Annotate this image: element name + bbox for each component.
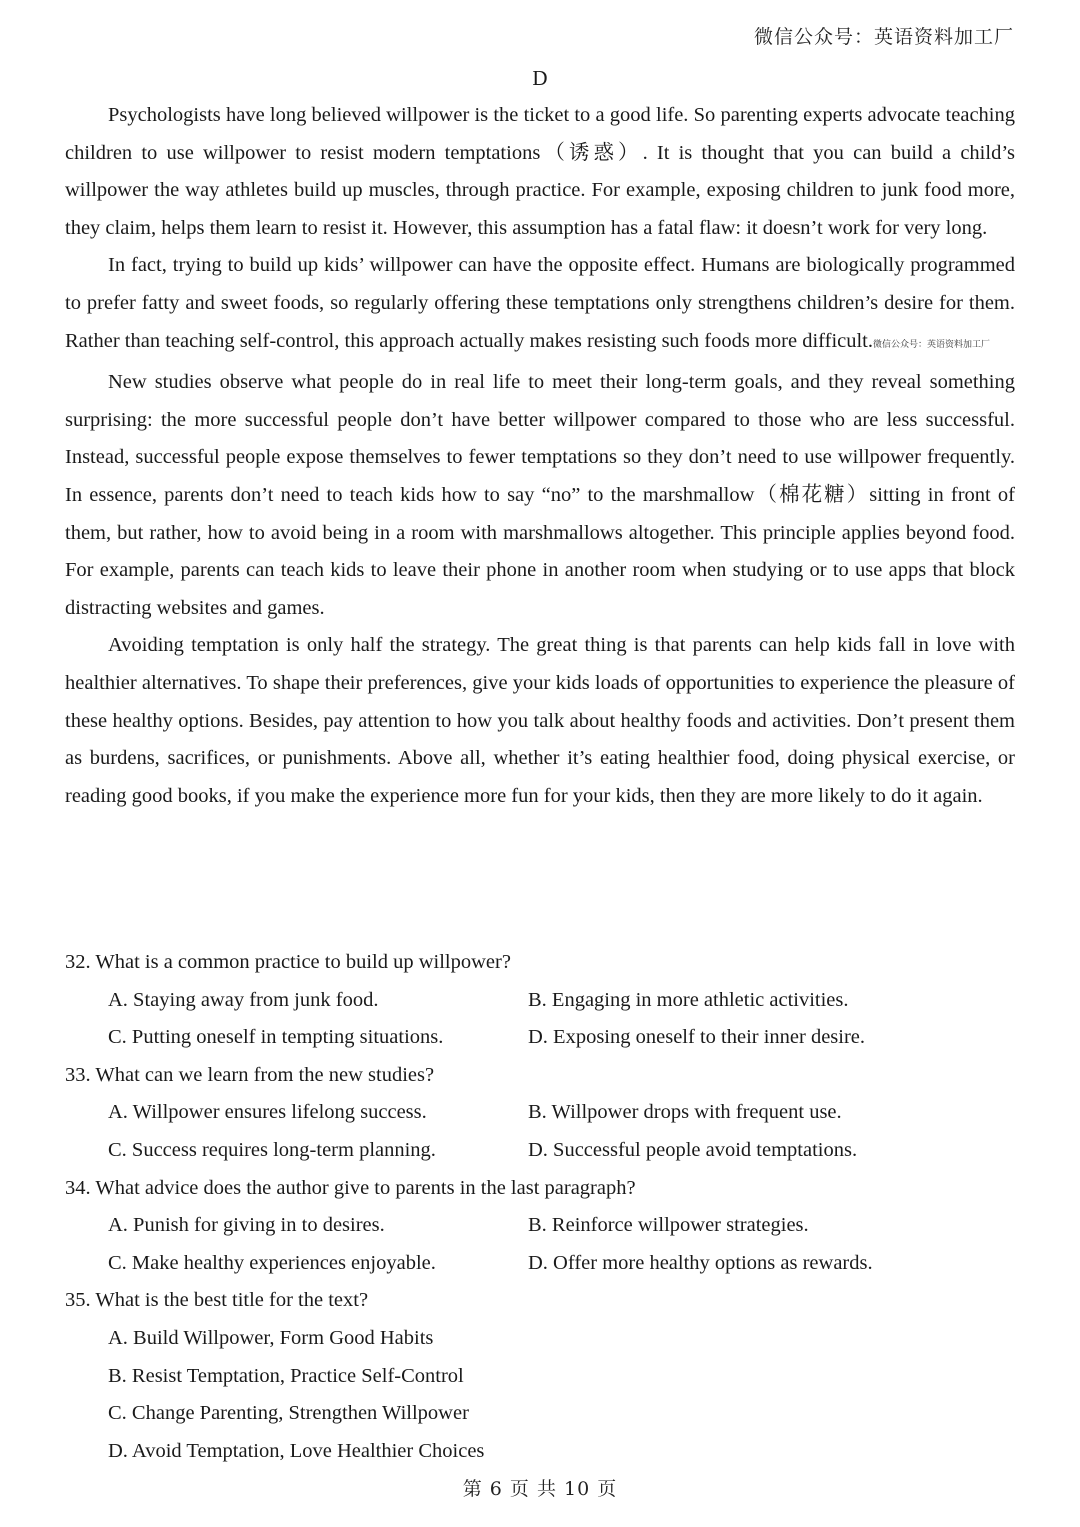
question-35-option-c: C. Change Parenting, Strengthen Willpower: [108, 1402, 469, 1425]
question-34-option-d: D. Offer more healthy options as rewards.: [528, 1251, 873, 1274]
question-33-option-a: A. Willpower ensures lifelong success.: [108, 1101, 427, 1124]
page-number-footer: 第 6 页 共 10 页: [462, 1478, 618, 1500]
question-33-options-row-2: [65, 1132, 1015, 1170]
question-32-options-row-1: [65, 982, 1015, 1020]
question-34-stem: 34. What advice does the author give to parents in the last paragraph?: [65, 1176, 636, 1199]
question-33-option-c: C. Success requires long-term planning.: [108, 1138, 436, 1161]
question-32-option-b: B. Engaging in more athletic activities.: [528, 988, 849, 1011]
question-34-option-c: C. Make healthy experiences enjoyable.: [108, 1251, 436, 1274]
question-34-option-b: B. Reinforce willpower strategies.: [528, 1214, 809, 1237]
passage-paragraph-1: Psychologists have long believed willpower is the ticket to a good life. So parenting experts advocate teaching children to use willpower to resist modern temptations（诱惑）. It is thought that you can build a child’s willpower the way athletes build up muscles, through practice. For example, exposing children to junk food more, they claim, helps them learn to resist it. However, this assumption has a fatal flaw: it doesn’t work for very long.: [65, 104, 1015, 239]
question-33-options-row-1: [65, 1094, 1015, 1132]
question-33-stem: 33. What can we learn from the new studies?: [65, 1063, 435, 1086]
question-35-option-a: A. Build Willpower, Form Good Habits: [108, 1326, 434, 1349]
reading-passage: [65, 97, 1015, 815]
question-34-option-a: A. Punish for giving in to desires.: [108, 1214, 385, 1237]
question-34-options-row-1: [65, 1207, 1015, 1245]
passage-paragraph-2-text: In fact, trying to build up kids’ willpower can have the opposite effect. Humans are biologically programmed to prefer fatty and sweet foods, so regularly offering these temptations only strengthens children’s desire for them. Rather than teaching self-control, this approach actually makes resisting such foods more difficult.: [65, 254, 1015, 352]
question-32-options-row-2: [65, 1019, 1015, 1057]
question-34-options-row-2: [65, 1245, 1015, 1283]
question-32-option-a: A. Staying away from junk food.: [108, 988, 379, 1011]
question-32-option-c: C. Putting oneself in tempting situations.: [108, 1026, 444, 1049]
header-watermark: 微信公众号：英语资料加工厂: [753, 26, 1014, 48]
question-32-option-d: D. Exposing oneself to their inner desire.: [528, 1026, 866, 1049]
question-35-option-b: B. Resist Temptation, Practice Self-Control: [108, 1364, 464, 1387]
passage-paragraph-4: Avoiding temptation is only half the strategy. The great thing is that parents can help kids fall in love with healthier alternatives. To shape their preferences, give your kids loads of opportunities to experience the pleasure of these healthy options. Besides, pay attention to how you talk about healthy foods and activities. Don’t present them as burdens, sacrifices, or punishments. Above all, whether it’s eating healthier food, doing physical exercise, or reading good books, if you make the experience more fun for your kids, then they are more likely to do it again.: [65, 634, 1015, 807]
question-32-stem: 32. What is a common practice to build up willpower?: [65, 951, 511, 973]
question-33-option-b: B. Willpower drops with frequent use.: [528, 1101, 842, 1124]
question-list: [65, 944, 1015, 1470]
passage-paragraph-2: [65, 247, 1015, 364]
question-35-option-d: D. Avoid Temptation, Love Healthier Choices: [108, 1439, 485, 1462]
question-33-option-d: D. Successful people avoid temptations.: [528, 1138, 858, 1161]
section-letter: D: [532, 66, 548, 90]
inline-watermark: 微信公众号：英语资料加工厂: [873, 339, 991, 350]
passage-paragraph-3: New studies observe what people do in real life to meet their long-term goals, and they reveal something surprising: the more successful people don’t have better willpower compared to those who are less successful. Instead, successful people expose themselves to fewer temptations so they don’t need to use willpower frequently. In essence, parents don’t need to teach kids how to say “no” to the marshmallow（棉花糖）sitting in front of them, but rather, how to avoid being in a room with marshmallows altogether. This principle applies beyond food. For example, parents can teach kids to leave their phone in another room when studying or to use apps that block distracting websites and games.: [65, 371, 1015, 619]
question-35-stem: 35. What is the best title for the text?: [65, 1289, 369, 1312]
